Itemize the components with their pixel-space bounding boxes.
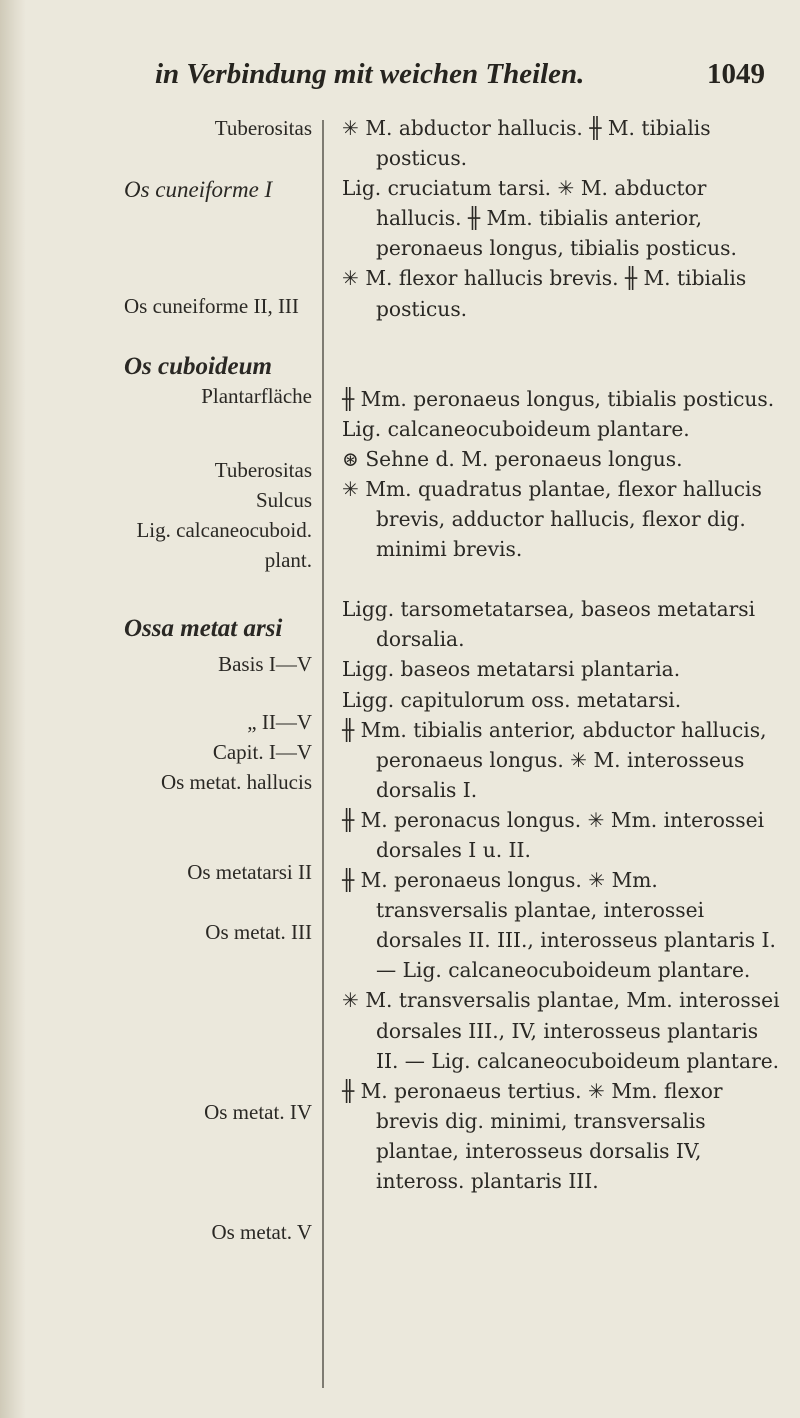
entry-cuneiforme-1: Lig. cruciatum tarsi. ✳ M. abductor hallucis. ╫ Mm. tibialis anterior, peronaeus longus, tibialis posticus. bbox=[342, 176, 737, 261]
entry-plantarflaeche: ╫ Mm. peronaeus longus, tibialis posticus. bbox=[342, 386, 775, 411]
entry-metat-5: ╫ M. peronaeus tertius. ✳ Mm. flexor brevis dig. minimi, transversalis plantae, interosseus dorsalis IV, inteross. plantaris III. bbox=[342, 1078, 723, 1193]
entry-metat-3: ╫ M. peronaeus longus. ✳ Mm. transversalis plantae, interossei dorsales II. III., interosseus plantaris I. — Lig. calcaneocuboideum plantare. bbox=[342, 868, 776, 983]
label-capit: Capit. I—V bbox=[212, 740, 312, 764]
running-title: in Verbindung mit weichen Theilen. bbox=[155, 58, 585, 90]
label-ii-v: „ II—V bbox=[247, 710, 312, 734]
label-os-cuneiforme-1: Os cuneiforme I bbox=[124, 177, 273, 202]
label-os-metat-3: Os metat. III bbox=[205, 920, 312, 944]
label-tuberositas-2: Tuberositas bbox=[214, 458, 312, 482]
entry-metatarsi-2: ╫ M. peronacus longus. ✳ Mm. interossei dorsales I u. II. bbox=[342, 807, 765, 862]
entry-metat-4: ✳ M. transversalis plantae, Mm. interossei dorsales III., IV, interosseus plantaris II. — Lig. calcaneocuboideum plantare. bbox=[342, 988, 780, 1073]
entry-ii-v: Ligg. baseos metatarsi plantaria. bbox=[342, 657, 681, 682]
label-os-metatarsi-2: Os metatarsi II bbox=[187, 860, 312, 884]
entry-sulcus: ⊛ Sehne d. M. peronaeus longus. bbox=[342, 446, 683, 471]
label-os-cuboideum: Os cuboideum bbox=[124, 353, 272, 380]
label-os-metat-5: Os metat. V bbox=[211, 1220, 312, 1244]
right-column-text bbox=[342, 113, 782, 1196]
label-os-metat-4: Os metat. IV bbox=[204, 1100, 312, 1124]
label-basis: Basis I—V bbox=[218, 652, 312, 676]
label-lig-calcaneocuboid: Lig. calcaneocuboid. bbox=[136, 518, 312, 542]
entry-cuneiforme-2-3: ✳ M. flexor hallucis brevis. ╫ M. tibialis posticus. bbox=[342, 266, 747, 321]
label-ossa-metatarsi: Ossa metat arsi bbox=[124, 615, 283, 642]
entry-lig-calcaneocuboid: ✳ Mm. quadratus plantae, flexor hallucis brevis, adductor hallucis, flexor dig. minimi brevis. bbox=[342, 476, 762, 562]
entry-tuberositas: ✳ M. abductor hallucis. ╫ M. tibialis posticus. bbox=[342, 116, 711, 171]
label-os-metat-hallucis: Os metat. hallucis bbox=[160, 770, 312, 794]
entry-hallucis: ╫ Mm. tibialis anterior, abductor hallucis, peronaeus longus. ✳ M. interosseus dorsalis I. bbox=[342, 717, 767, 802]
entry-basis: Ligg. tarsometatarsea, baseos metatarsi dorsalia. bbox=[342, 597, 756, 652]
label-os-cuneiforme-2-3: Os cuneiforme II, III bbox=[124, 294, 299, 318]
entry-tuberositas-2: Lig. calcaneocuboideum plantare. bbox=[342, 416, 690, 441]
page-number: 1049 bbox=[707, 58, 765, 90]
label-tuberositas: Tuberositas bbox=[214, 116, 312, 140]
label-plantarflaeche: Plantarfläche bbox=[201, 384, 312, 408]
label-plant: plant. bbox=[264, 548, 312, 572]
entry-capit: Ligg. capitulorum oss. metatarsi. bbox=[342, 687, 682, 712]
label-sulcus: Sulcus bbox=[255, 488, 312, 512]
